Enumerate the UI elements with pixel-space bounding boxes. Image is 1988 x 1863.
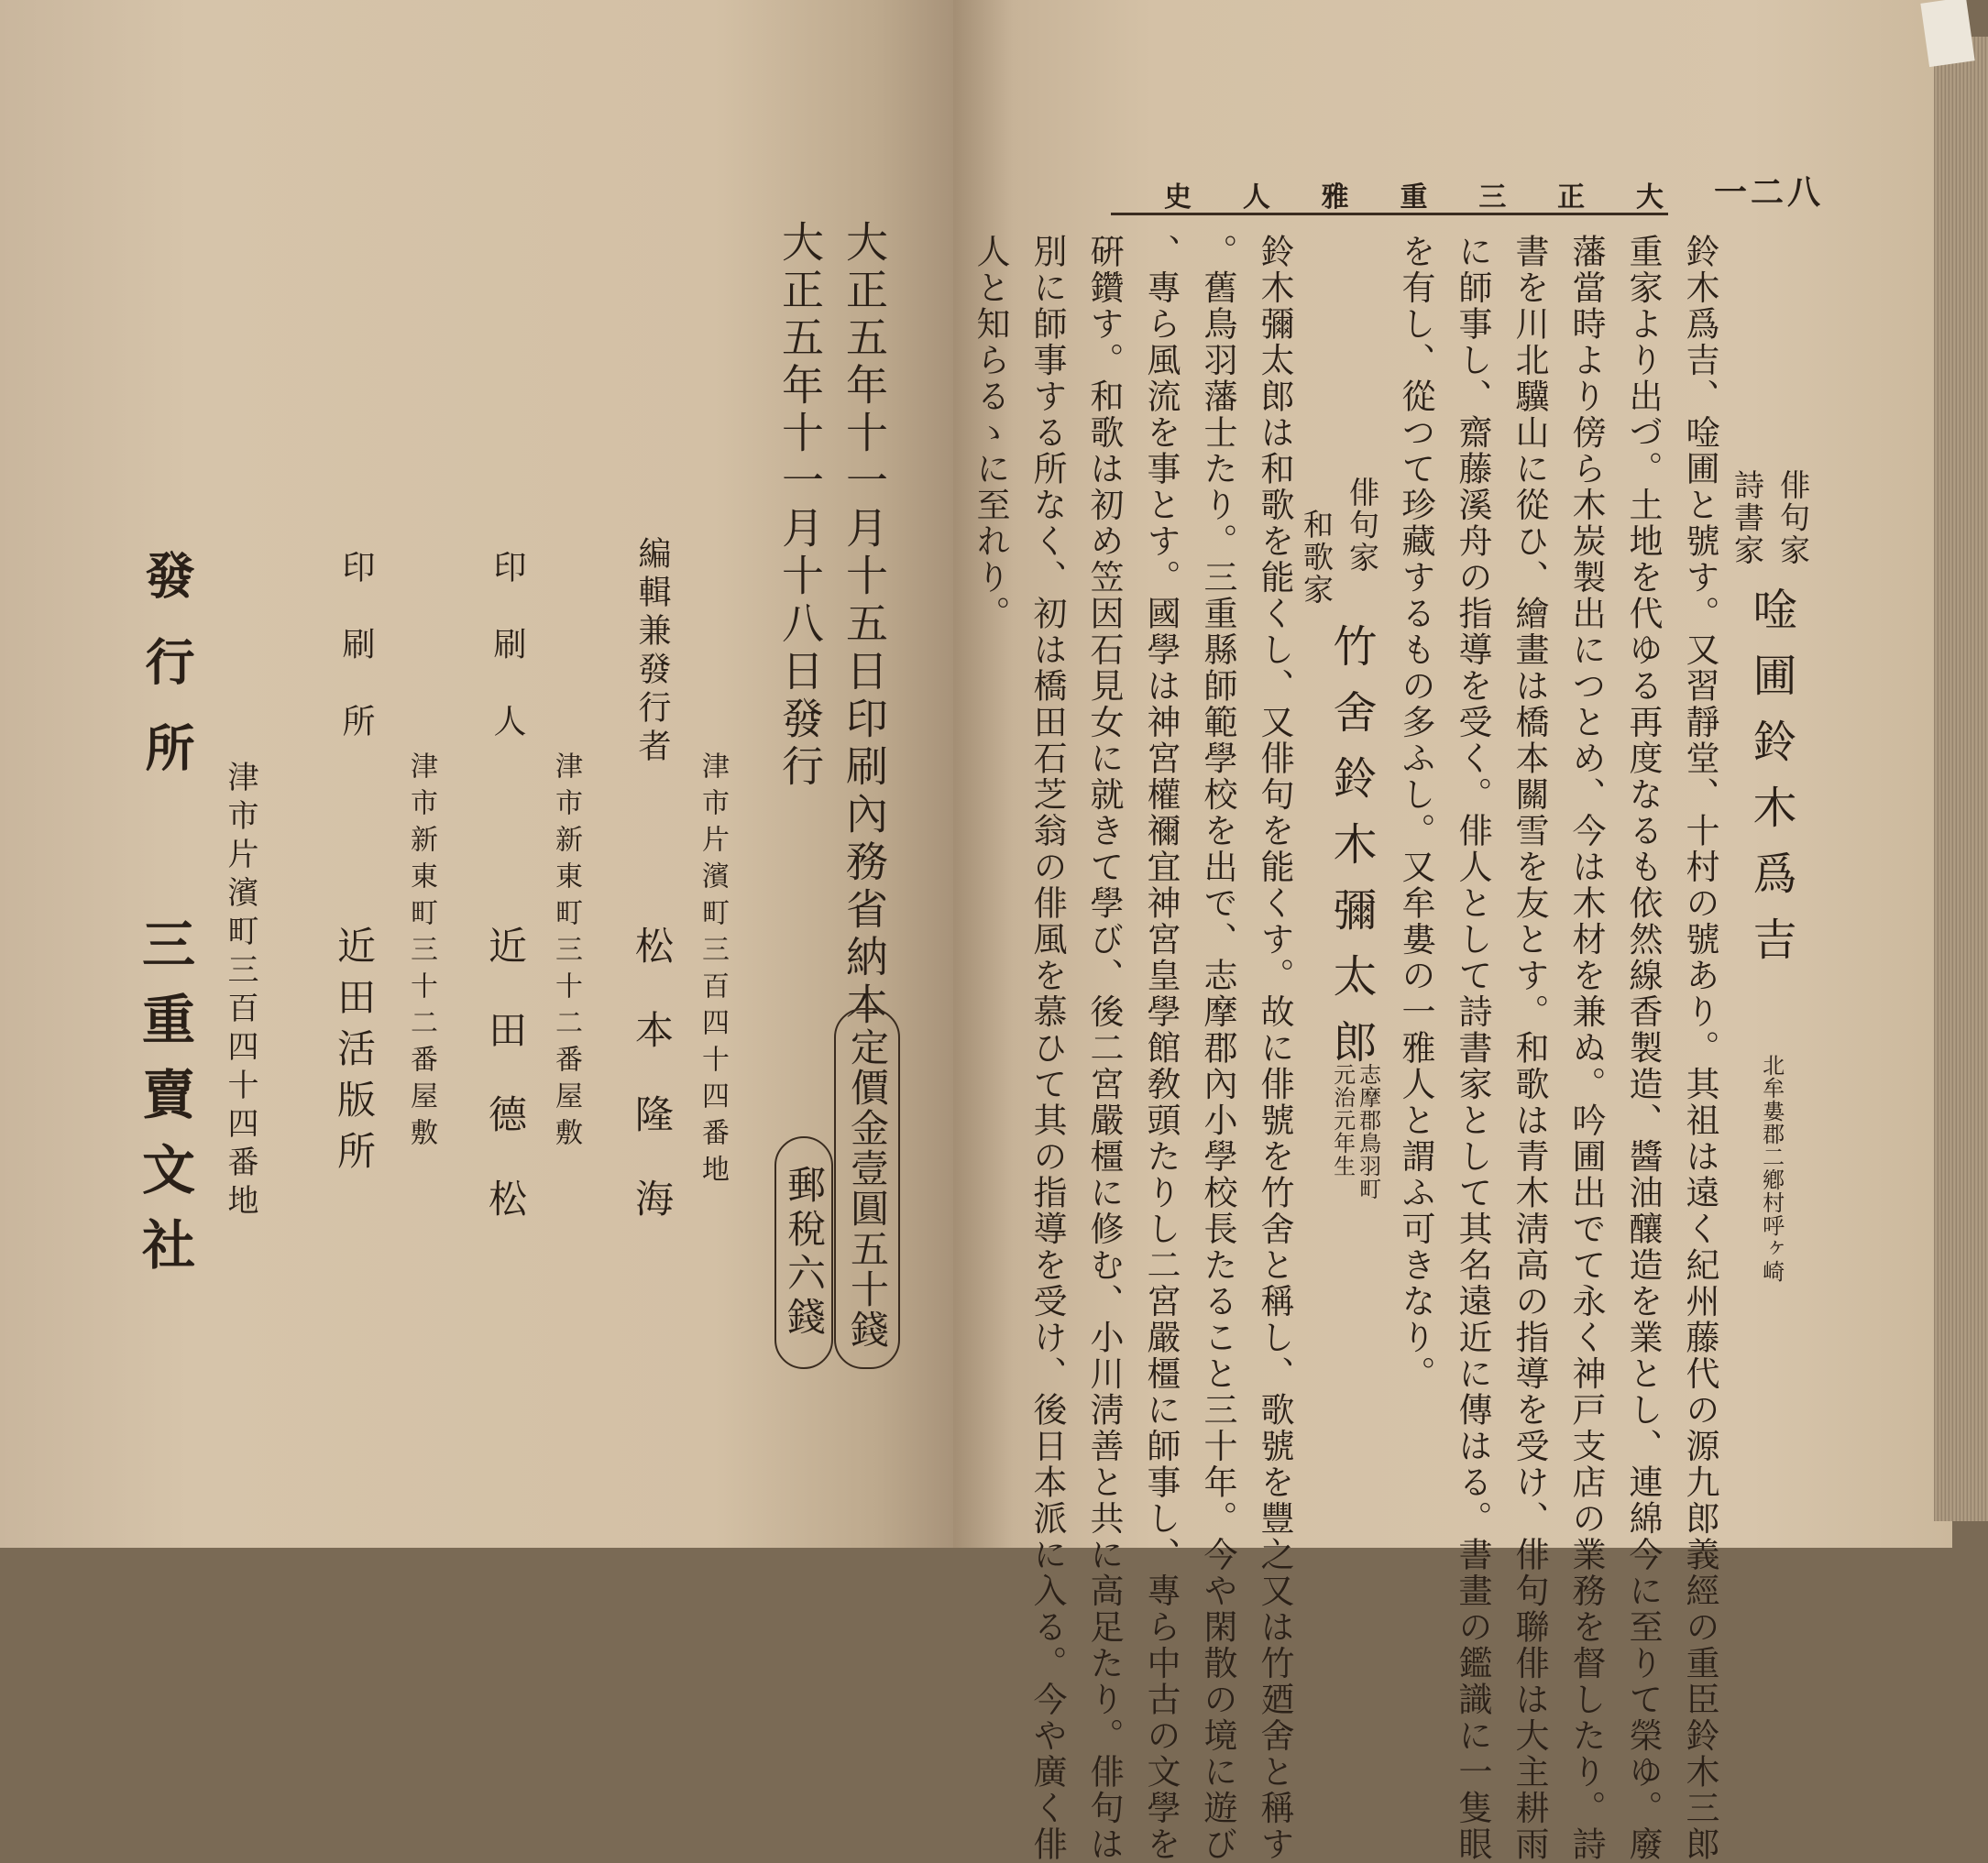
- entry2-birth: 元治元年生: [1329, 1063, 1356, 1178]
- header-rule: [1111, 213, 1668, 215]
- running-title-char: 大: [1635, 181, 1664, 214]
- entry1-line: 重家より出づ。土地を代ゆる再度なるも依然線香製造、醬油釀造を業とし、連綿今に至りて榮ゆ。廢: [1623, 234, 1663, 1863]
- entry2-line: 硏鑽す。和歌は初め笠因石見女に就きて學び、後二宮嚴橿に修む、小川淸善と共に高足たり。俳句は: [1084, 234, 1124, 1863]
- running-title-char: 人: [1242, 181, 1270, 214]
- entry1-line: を有し、從つて珍藏するもの多ふし。又牟婁の一雅人と謂ふ可きなり。: [1396, 234, 1435, 1392]
- running-title-char: 重: [1400, 181, 1428, 214]
- publisher-name: 三重賣文社: [133, 916, 195, 1292]
- entry2-line: 別に師事する所なく、初は橋田石芝翁の俳風を慕ひて其の指導を受け、後日本派に入る。今や廣く俳: [1027, 234, 1067, 1863]
- entry1-name: 唫圃鈴木爲吉: [1745, 586, 1796, 982]
- publisher-label: 發行所: [137, 550, 196, 808]
- page-number: 一二八: [1714, 173, 1825, 212]
- entry2-role: 俳句家: [1345, 477, 1380, 575]
- entry1-line: 藩當時より傍ら木炭製出につとめ、今は木材を兼ぬ。吟圃出でて永く神戸支店の業務を督したり。詩: [1566, 234, 1606, 1863]
- printer-name: 近田德松: [483, 926, 528, 1263]
- running-title-char: 雅: [1321, 181, 1349, 214]
- book-fore-edge: [1934, 37, 1988, 1521]
- print-date: 大正五年十一月十五日印刷內務省納本: [840, 220, 889, 1030]
- running-title-char: 三: [1478, 181, 1507, 214]
- editor-address: 津市片濱町三百四十四番地: [697, 751, 729, 1191]
- entry2-name: 竹舍鈴木彌太郎: [1325, 623, 1377, 1085]
- issue-date: 大正五年十一月十八日發行: [775, 220, 825, 792]
- publisher-address: 津市片濱町三百四十四番地: [222, 761, 258, 1222]
- entry1-line: に師事し、齋藤溪舟の指導を受く。俳人として詩書家として其名遠近に傳はる。書畫の鑑識に一隻眼: [1453, 234, 1492, 1863]
- entry2-line: 人と知らるゝに至れり。: [971, 234, 1010, 632]
- price: 定價金壹圓五十錢: [845, 1027, 890, 1350]
- press-name: 近田活版所: [332, 926, 377, 1182]
- tape-tab: [1920, 0, 1974, 67]
- entry2-location: 志摩郡鳥羽町: [1355, 1063, 1381, 1200]
- press-label: 印刷所: [337, 550, 375, 781]
- running-title-char: 正: [1557, 181, 1586, 214]
- entry2-line: 、專ら風流を事とす。國學は神宮權禰宜神宮皇學館敎頭たりし二宮嚴橿に師事し、專ら中古の文學を: [1141, 234, 1181, 1863]
- entry2-line: 鈴木彌太郎は和歌を能くし、又俳句を能くす。故に俳號を竹舍と稱し、歌號を豐之又は竹廼舍と稱す: [1255, 234, 1294, 1863]
- entry1-role: 俳句家: [1775, 469, 1811, 567]
- editor-label: 編輯兼發行者: [633, 536, 671, 767]
- entry2-line: 。舊鳥羽藩士たり。三重縣師範學校を出で、志摩郡內小學校長たること三十年。今や閑散の境に遊び: [1198, 234, 1237, 1863]
- running-title-char: 史: [1164, 181, 1192, 214]
- editor-name: 松本隆海: [630, 926, 675, 1263]
- entry1-location: 北牟婁郡二鄕村呼ヶ崎: [1758, 1054, 1785, 1283]
- entry1-line: 鈴木爲吉、唫圃と號す。又習靜堂、十村の號あり。其祖は遠く紀州藤代の源九郎義經の重臣鈴木三郎: [1680, 234, 1719, 1863]
- postage: 郵稅六錢: [782, 1165, 827, 1341]
- printer-address: 津市新東町三十二番屋敷: [550, 751, 582, 1155]
- running-title: [1164, 174, 1664, 214]
- entry1-role: 詩書家: [1730, 469, 1765, 567]
- printer-label: 印刷人: [489, 550, 526, 781]
- postage-box: [774, 1136, 833, 1369]
- entry1-line: 書を川北驥山に從ひ、繪畫は橋本關雪を友とす。和歌は青木淸高の指導を受け、俳句聯俳は大主耕雨: [1510, 234, 1549, 1863]
- price-box: [834, 1008, 900, 1369]
- entry2-role: 和歌家: [1299, 509, 1334, 607]
- press-address: 津市新東町三十二番屋敷: [405, 751, 437, 1155]
